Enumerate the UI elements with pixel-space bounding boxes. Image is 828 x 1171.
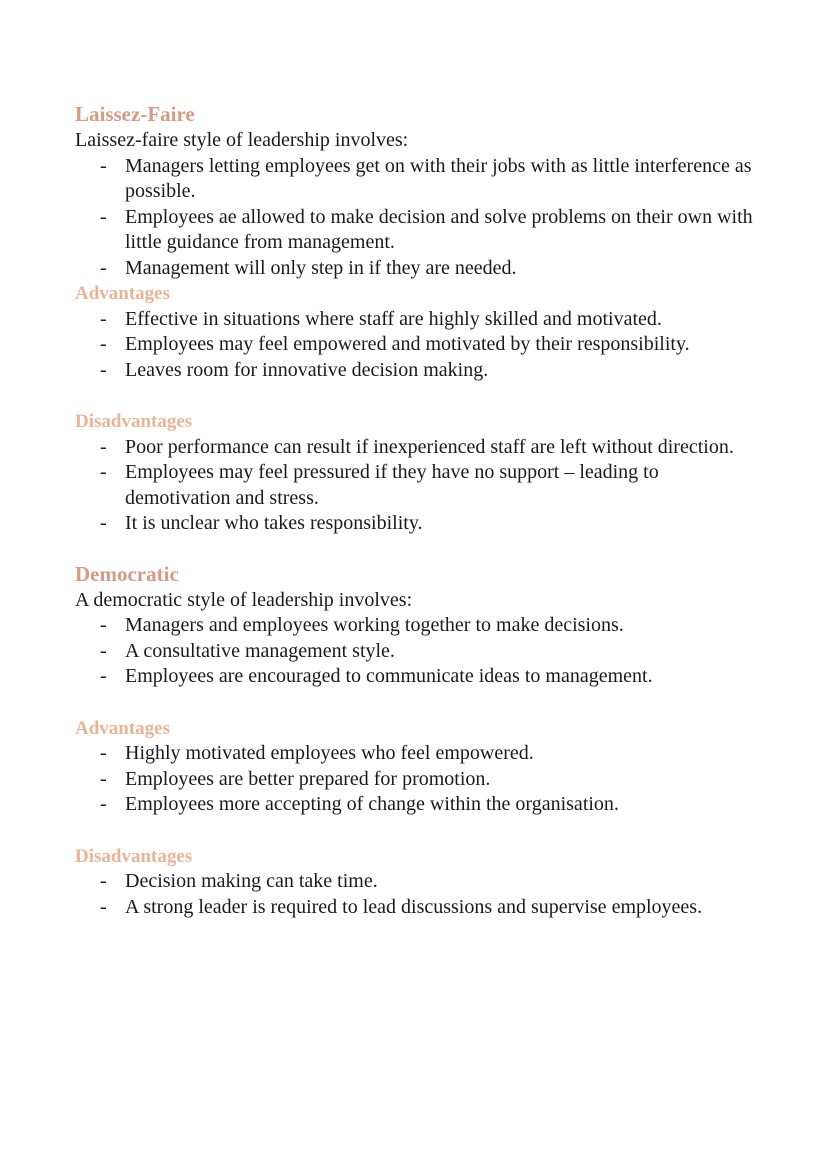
dash-bullet: -	[100, 333, 107, 355]
points-list	[75, 613, 755, 690]
list-item: - A strong leader is required to lead discussions and supervise employees.	[75, 895, 755, 921]
dash-bullet: -	[100, 614, 107, 636]
points-list	[75, 154, 755, 282]
list-item: - A consultative management style.	[75, 639, 755, 665]
list-item: - Leaves room for innovative decision making.	[75, 358, 755, 384]
list-item: - Employees ae allowed to make decision and solve problems on their own with little guidance from management.	[100, 205, 753, 253]
disadvantages-heading: Disadvantages	[75, 411, 193, 432]
spacer	[75, 818, 755, 844]
dash-bullet: -	[100, 793, 107, 815]
list-item: - Managers letting employees get on with their jobs with as little interference as possible.	[100, 154, 752, 202]
disadvantages-list	[75, 869, 755, 920]
list-item: - Poor performance can result if inexperienced staff are left without direction.	[75, 435, 755, 461]
list-item: - Employees are better prepared for promotion.	[75, 767, 755, 793]
dash-bullet: -	[100, 767, 107, 790]
list-item: - Management will only step in if they are needed.	[75, 256, 755, 282]
list-item: - It is unclear who takes responsibility.	[75, 511, 755, 537]
dash-bullet: -	[100, 665, 107, 687]
advantages-heading: Advantages	[75, 717, 171, 739]
dash-bullet: -	[100, 870, 107, 892]
dash-bullet: -	[100, 307, 107, 330]
list-item: - Decision making can take time.	[75, 869, 755, 895]
list-item: - Employees are encouraged to communicate ideas to management.	[75, 664, 755, 690]
dash-bullet: -	[100, 639, 107, 662]
dash-bullet: -	[100, 256, 107, 279]
list-item: - Highly motivated employees who feel empowered.	[75, 741, 755, 767]
spacer	[75, 383, 755, 409]
advantages-list	[75, 307, 755, 384]
dash-bullet: -	[100, 742, 107, 764]
dash-bullet: -	[100, 895, 107, 918]
list-item: - Employees may feel empowered and motivated by their responsibility.	[75, 332, 755, 358]
dash-bullet: -	[100, 358, 107, 381]
dash-bullet: -	[100, 512, 107, 534]
disadvantages-list	[75, 435, 755, 537]
section-intro: Laissez-faire style of leadership involves:	[75, 129, 409, 151]
list-item: - Managers and employees working together to make decisions.	[75, 613, 755, 639]
spacer	[75, 690, 755, 716]
disadvantages-heading: Disadvantages	[75, 845, 193, 867]
dash-bullet: -	[100, 461, 107, 483]
dash-bullet: -	[100, 154, 107, 177]
spacer	[75, 537, 755, 561]
advantages-list	[75, 741, 755, 818]
list-item: - Employees may feel pressured if they have no support – leading to demotivation and stress.	[100, 461, 659, 509]
advantages-heading: Advantages	[75, 283, 171, 304]
document-page	[75, 101, 755, 920]
section-title-laissez-faire: Laissez-Faire	[75, 102, 195, 126]
dash-bullet: -	[100, 435, 107, 458]
section-intro: A democratic style of leadership involves:	[75, 588, 413, 611]
list-item: - Employees more accepting of change within the organisation.	[75, 792, 755, 818]
dash-bullet: -	[100, 205, 107, 228]
list-item: - Effective in situations where staff are highly skilled and motivated.	[75, 307, 755, 333]
section-title-democratic: Democratic	[75, 561, 179, 586]
